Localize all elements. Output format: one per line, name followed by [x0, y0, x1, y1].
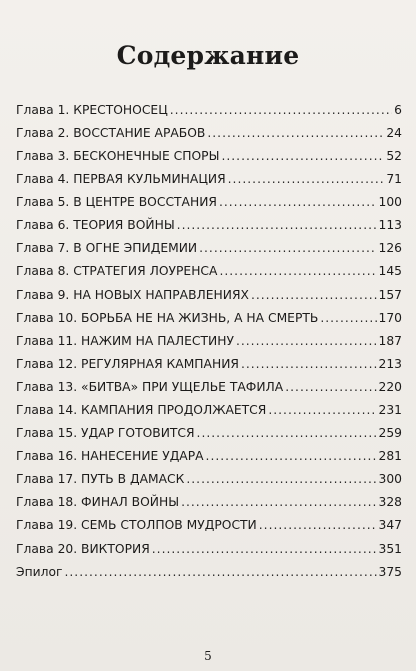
toc-entry: [16, 93, 402, 116]
toc-entry-page: 187: [378, 333, 402, 348]
dot-leader: [186, 473, 376, 485]
dot-leader: [285, 381, 376, 393]
toc-entry: [16, 532, 402, 555]
toc-entry-label: Глава 5. В ЦЕНТРЕ ВОССТАНИЯ: [16, 195, 217, 210]
toc-entry-page: 375: [378, 564, 402, 579]
dot-leader: [259, 519, 377, 531]
toc-entry-page: 259: [378, 426, 402, 441]
dot-leader: [320, 312, 376, 324]
toc-entry-page: 170: [378, 310, 402, 325]
toc-entry-page: 145: [378, 264, 402, 279]
toc-entry: [16, 162, 402, 185]
dot-leader: [236, 335, 377, 347]
toc-entry-label: Глава 8. СТРАТЕГИЯ ЛОУРЕНСА: [16, 264, 218, 279]
table-of-contents: [16, 93, 402, 578]
toc-entry-label: Эпилог: [16, 564, 63, 579]
toc-entry: [16, 324, 402, 347]
toc-entry-page: 52: [386, 148, 402, 163]
toc-entry-page: 100: [378, 195, 402, 210]
toc-entry-label: Глава 13. «БИТВА» ПРИ УЩЕЛЬЕ ТАФИЛА: [16, 379, 284, 394]
toc-entry-page: 328: [378, 495, 402, 510]
toc-entry-label: Глава 18. ФИНАЛ ВОЙНЫ: [16, 495, 180, 510]
toc-entry-page: 6: [394, 102, 402, 117]
toc-entry: [16, 555, 402, 578]
toc-entry-label: Глава 1. КРЕСТОНОСЕЦ: [16, 102, 168, 117]
toc-entry-page: 220: [378, 379, 402, 394]
toc-entry-page: 71: [386, 172, 402, 187]
toc-entry: [16, 509, 402, 532]
toc-entry-page: 281: [378, 449, 402, 464]
dot-leader: [219, 196, 377, 208]
toc-entry-label: Глава 2. ВОССТАНИЕ АРАБОВ: [16, 125, 206, 140]
toc-entry-label: Глава 17. ПУТЬ В ДАМАСК: [16, 472, 185, 487]
dot-leader: [221, 150, 384, 162]
toc-entry-page: 300: [378, 472, 402, 487]
toc-entry: [16, 416, 402, 439]
dot-leader: [268, 404, 376, 416]
page-number: 5: [204, 649, 212, 663]
toc-entry: [16, 463, 402, 486]
dot-leader: [207, 127, 384, 139]
dot-leader: [152, 543, 377, 555]
toc-entry-label: Глава 3. БЕСКОНЕЧНЫЕ СПОРЫ: [16, 148, 220, 163]
toc-entry-label: Глава 12. РЕГУЛЯРНАЯ КАМПАНИЯ: [16, 356, 239, 371]
toc-entry-label: Глава 15. УДАР ГОТОВИТСЯ: [16, 426, 195, 441]
dot-leader: [206, 450, 377, 462]
toc-entry-page: 351: [378, 541, 402, 556]
toc-entry: [16, 232, 402, 255]
dot-leader: [177, 219, 377, 231]
toc-entry-page: 113: [378, 218, 402, 233]
toc-entry-page: 157: [378, 287, 402, 302]
toc-entry: [16, 278, 402, 301]
toc-entry-page: 231: [378, 403, 402, 418]
toc-entry-label: Глава 20. ВИКТОРИЯ: [16, 541, 150, 556]
dot-leader: [170, 104, 392, 116]
dot-leader: [228, 173, 385, 185]
dot-leader: [219, 265, 376, 277]
toc-entry-label: Глава 7. В ОГНЕ ЭПИДЕМИИ: [16, 241, 198, 256]
page-title: Содержание: [116, 41, 300, 70]
toc-entry: [16, 370, 402, 393]
dot-leader: [199, 242, 376, 254]
toc-entry: [16, 185, 402, 208]
toc-entry-label: Глава 10. БОРЬБА НЕ НА ЖИЗНЬ, А НА СМЕРТЬ: [16, 310, 319, 325]
dot-leader: [251, 289, 377, 301]
toc-entry-label: Глава 19. СЕМЬ СТОЛПОВ МУДРОСТИ: [16, 518, 257, 533]
toc-entry-label: Глава 4. ПЕРВАЯ КУЛЬМИНАЦИЯ: [16, 172, 226, 187]
toc-entry-page: 24: [386, 125, 402, 140]
toc-entry-label: Глава 16. НАНЕСЕНИЕ УДАРА: [16, 449, 204, 464]
toc-entry-page: 347: [378, 518, 402, 533]
toc-entry: [16, 486, 402, 509]
toc-entry: [16, 139, 402, 162]
toc-entry: [16, 439, 402, 462]
toc-entry: [16, 116, 402, 139]
toc-entry-label: Глава 11. НАЖИМ НА ПАЛЕСТИНУ: [16, 333, 234, 348]
toc-entry: [16, 208, 402, 231]
toc-entry: [16, 393, 402, 416]
dot-leader: [64, 566, 376, 578]
toc-entry-page: 126: [378, 241, 402, 256]
toc-entry-label: Глава 6. ТЕОРИЯ ВОЙНЫ: [16, 218, 175, 233]
dot-leader: [181, 496, 376, 508]
toc-entry: [16, 347, 402, 370]
toc-entry-label: Глава 14. КАМПАНИЯ ПРОДОЛЖАЕТСЯ: [16, 403, 267, 418]
toc-entry: [16, 301, 402, 324]
toc-entry-label: Глава 9. НА НОВЫХ НАПРАВЛЕНИЯХ: [16, 287, 249, 302]
dot-leader: [241, 358, 377, 370]
toc-entry: [16, 255, 402, 278]
dot-leader: [197, 427, 377, 439]
toc-entry-page: 213: [378, 356, 402, 371]
